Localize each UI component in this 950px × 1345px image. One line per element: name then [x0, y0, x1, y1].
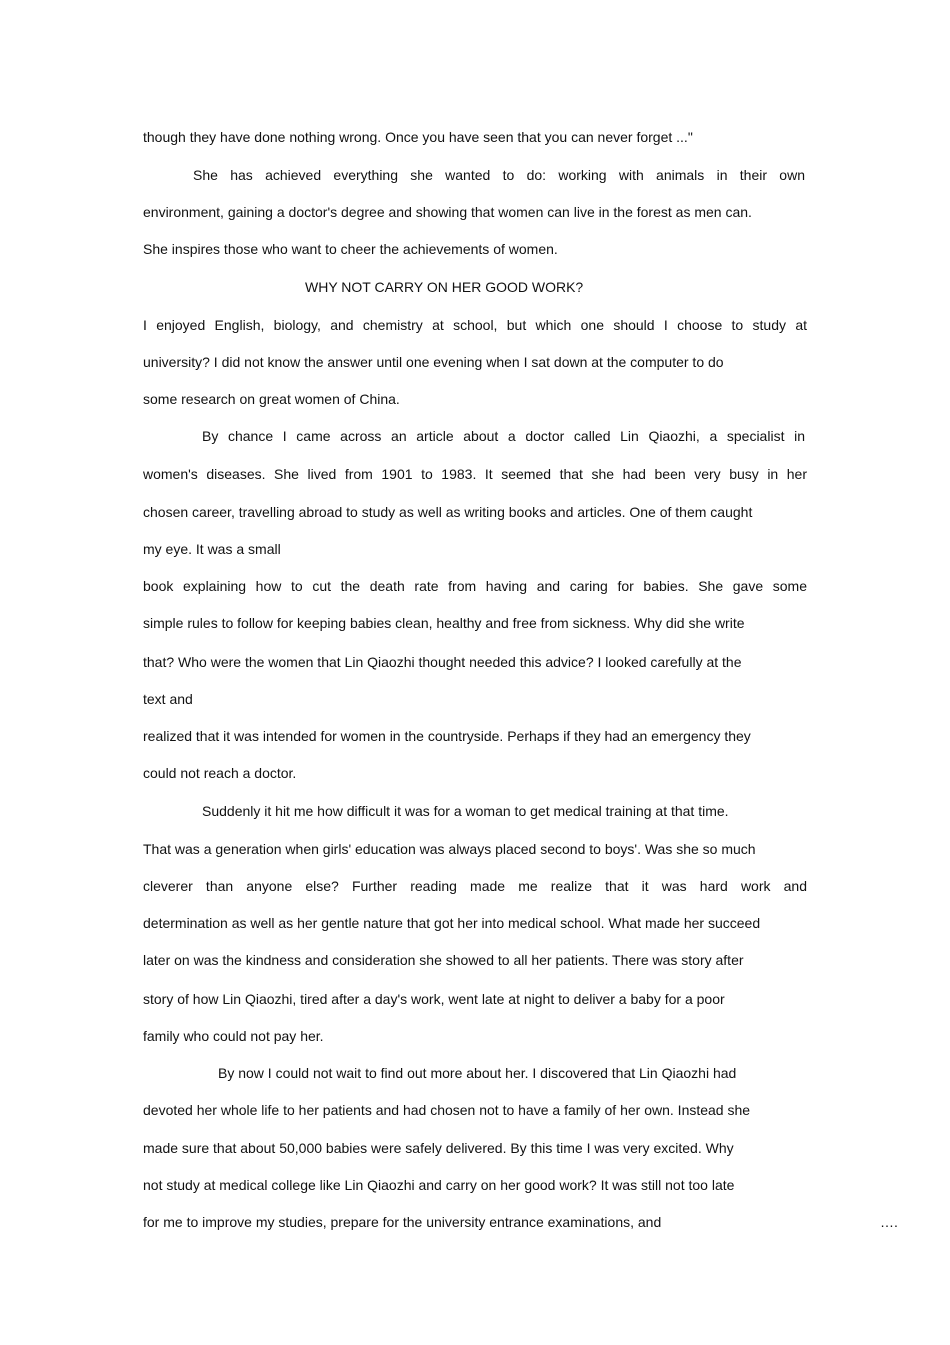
text-line: determination as well as her gentle nature that got her into medical school. What made her succeed [143, 915, 761, 931]
text-line: for me to improve my studies, prepare for the university entrance examinations, and [143, 1214, 662, 1230]
text-line: could not reach a doctor. [143, 765, 297, 781]
text-line: realized that it was intended for women in the countryside. Perhaps if they had an emergency they [143, 728, 751, 744]
text-line: women's diseases. She lived from 1901 to 1983. It seemed that she had been very busy in her [143, 466, 807, 482]
text-line: family who could not pay her. [143, 1028, 324, 1044]
text-line: I enjoyed English, biology, and chemistry at school, but which one should I choose to study at [143, 317, 807, 333]
text-line: text and [143, 691, 193, 707]
continuation-mark: …. [880, 1214, 898, 1230]
paragraph-first-line: She has achieved everything she wanted to do: working with animals in their own [193, 167, 805, 183]
text-line: not study at medical college like Lin Qiaozhi and carry on her good work? It was still not too late [143, 1177, 735, 1193]
paragraph-first-line: By chance I came across an article about a doctor called Lin Qiaozhi, a specialist in [202, 428, 805, 444]
text-line: chosen career, travelling abroad to study as well as writing books and articles. One of them caught [143, 504, 753, 520]
paragraph-first-line: By now I could not wait to find out more about her. I discovered that Lin Qiaozhi had [218, 1065, 737, 1081]
text-line: though they have done nothing wrong. Once you have seen that you can never forget ..." [143, 129, 693, 145]
text-line: book explaining how to cut the death rate from having and caring for babies. She gave some [143, 578, 807, 594]
text-line: my eye. It was a small [143, 541, 281, 557]
text-line: cleverer than anyone else? Further reading made me realize that it was hard work and [143, 878, 807, 894]
text-line: She inspires those who want to cheer the achievements of women. [143, 241, 558, 257]
text-line: university? I did not know the answer until one evening when I sat down at the computer to do [143, 354, 724, 370]
text-line: story of how Lin Qiaozhi, tired after a day's work, went late at night to deliver a baby for a poor [143, 991, 725, 1007]
text-line: That was a generation when girls' education was always placed second to boys'. Was she so much [143, 841, 756, 857]
text-line: that? Who were the women that Lin Qiaozhi thought needed this advice? I looked carefully at the [143, 654, 742, 670]
text-line: made sure that about 50,000 babies were safely delivered. By this time I was very excited. Why [143, 1140, 734, 1156]
text-line: later on was the kindness and consideration she showed to all her patients. There was story after [143, 952, 744, 968]
text-line: environment, gaining a doctor's degree and showing that women can live in the forest as men can. [143, 204, 752, 220]
section-heading: WHY NOT CARRY ON HER GOOD WORK? [305, 279, 584, 295]
text-line: some research on great women of China. [143, 391, 400, 407]
paragraph-first-line: Suddenly it hit me how difficult it was for a woman to get medical training at that time. [202, 803, 729, 819]
text-line: devoted her whole life to her patients and had chosen not to have a family of her own. Instead she [143, 1102, 751, 1118]
text-line: simple rules to follow for keeping babies clean, healthy and free from sickness. Why did she write [143, 615, 745, 631]
